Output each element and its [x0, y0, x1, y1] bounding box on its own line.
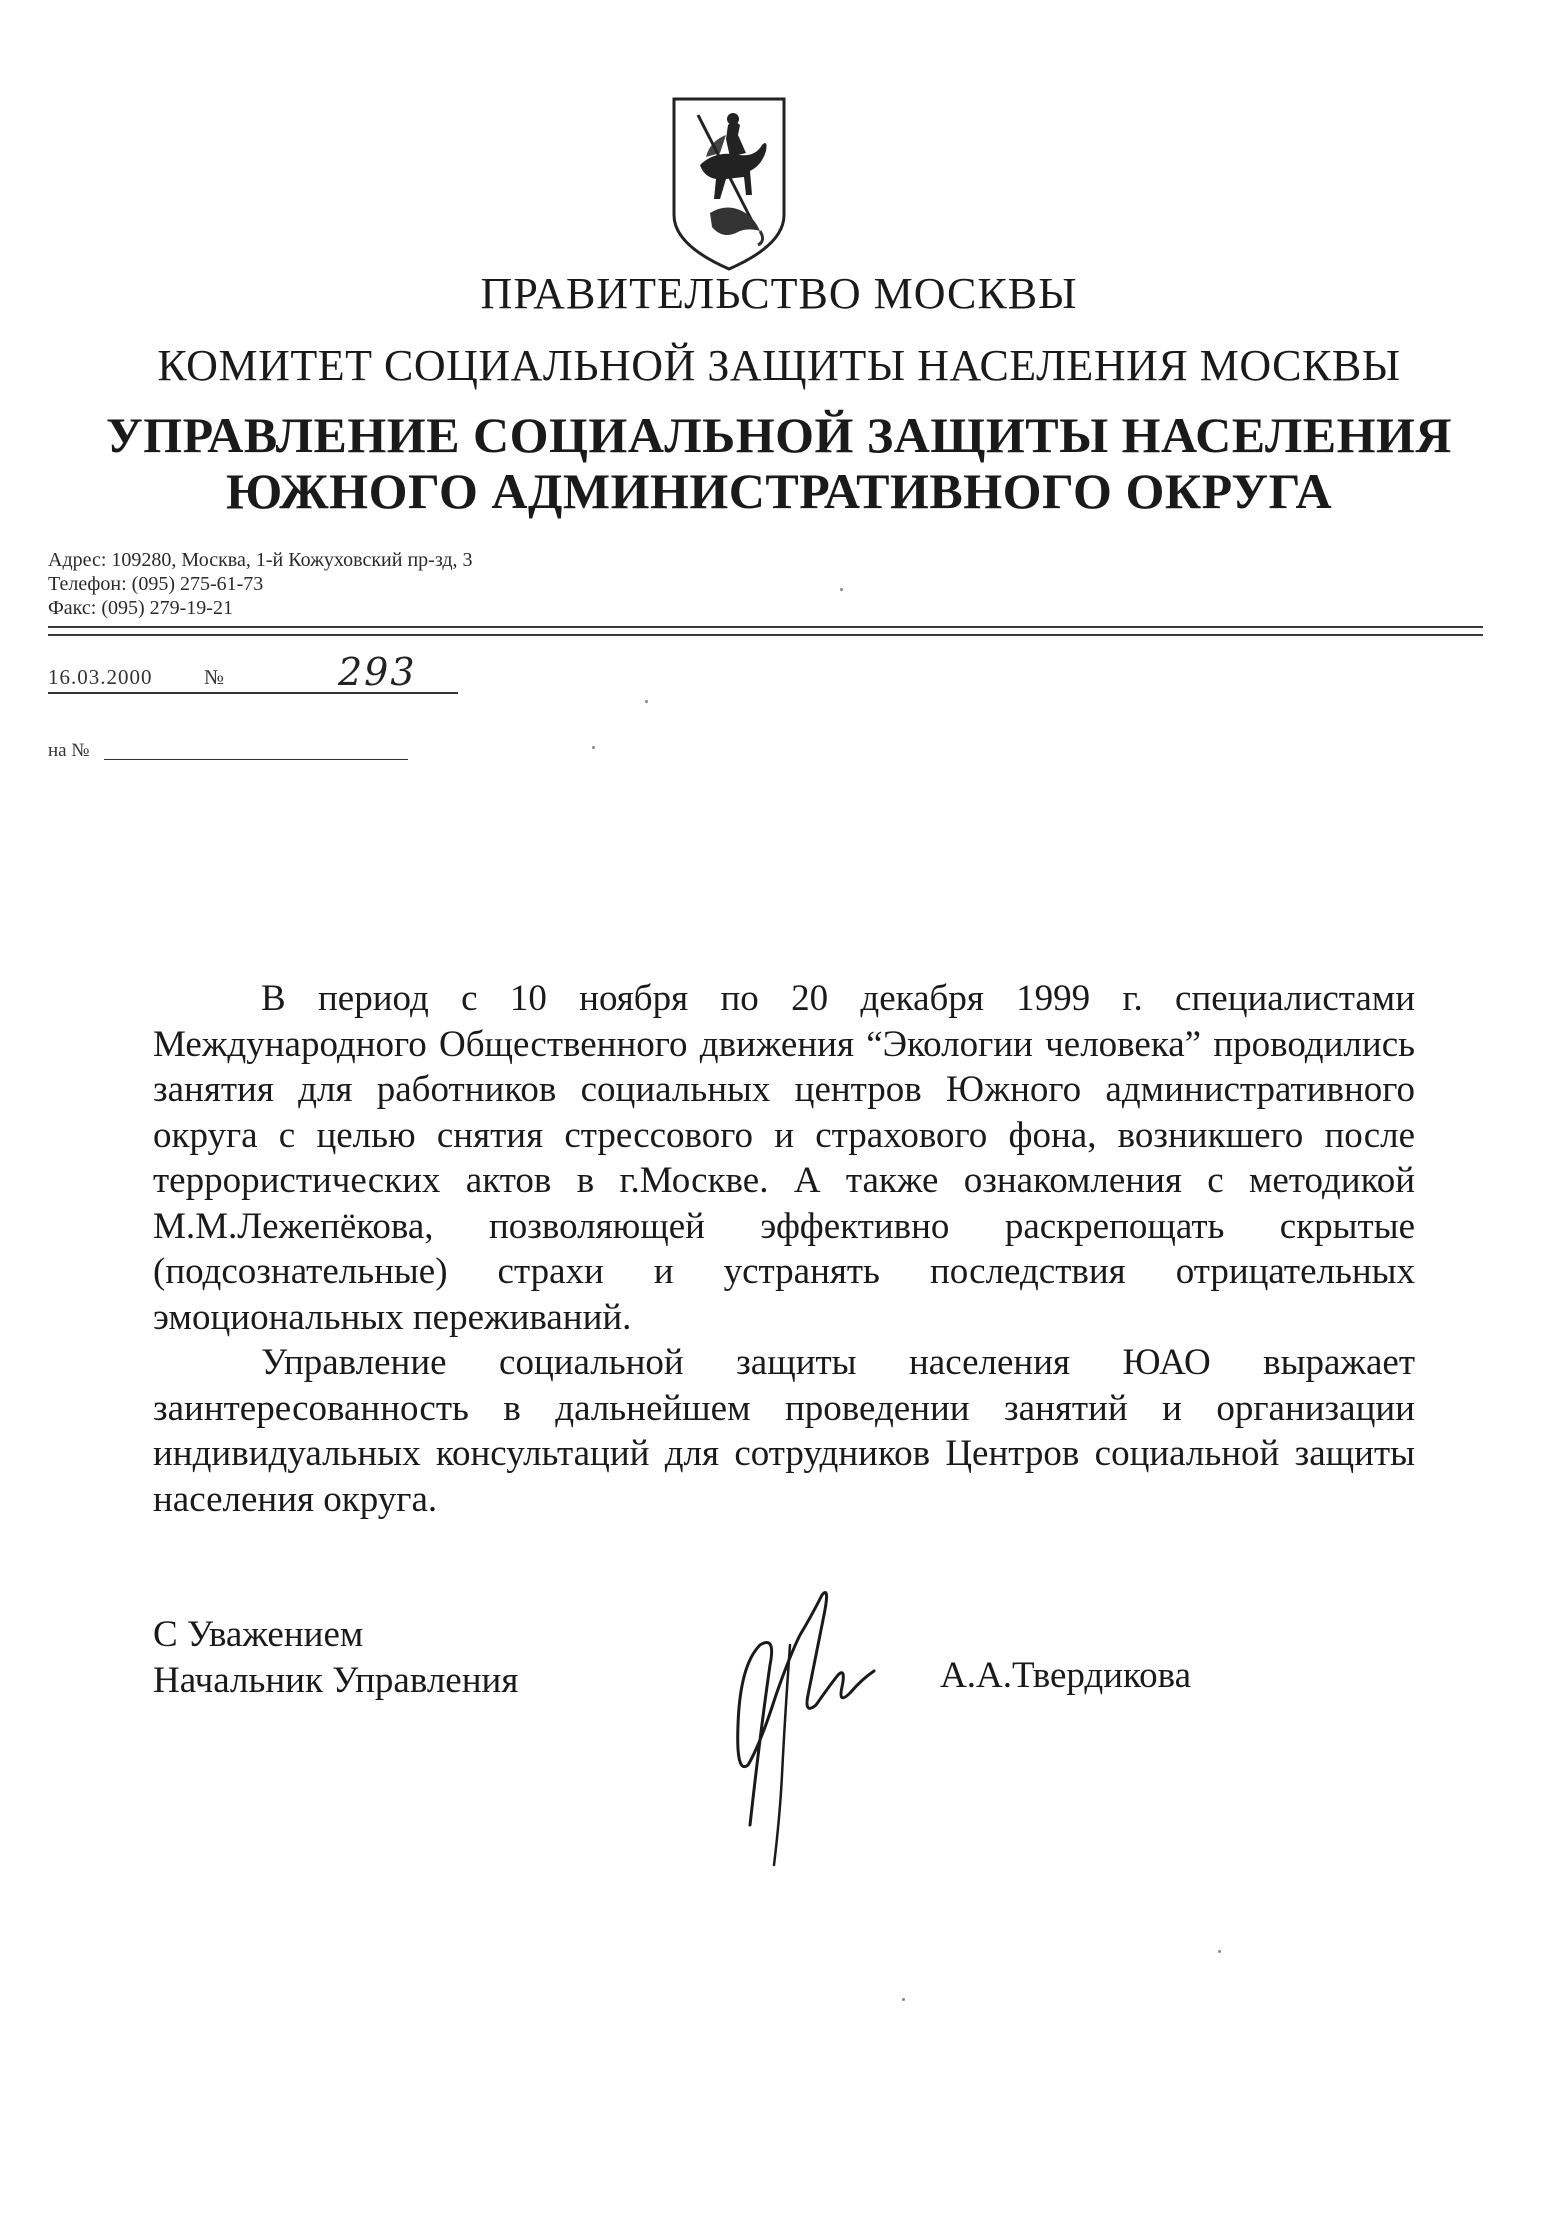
closing-salutation: С Уважением [153, 1614, 364, 1655]
body-paragraph-2: Управление социальной защиты населения ЮАО выражает заинтересованность в дальнейшем проведении занятий и организации индивидуальных консультаций для сотрудников Центров социальной защиты населения округа. [153, 1342, 1415, 1520]
header-divider-secondary [48, 634, 1483, 636]
signer-name: А.А.Твердикова [940, 1655, 1192, 1696]
reference-blank-line [104, 759, 408, 760]
fax: Факс: (095) 279-19-21 [48, 597, 233, 619]
department-title: УПРАВЛЕНИЕ СОЦИАЛЬНОЙ ЗАЩИТЫ НАСЕЛЕНИЯ [106, 407, 1452, 463]
number-sign: № [204, 665, 225, 689]
district-title: ЮЖНОГО АДМИНИСТРАТИВНОГО ОКРУГА [225, 463, 1333, 519]
moscow-coat-of-arms-icon [670, 95, 788, 273]
outgoing-date-number [48, 650, 458, 694]
committee-title: КОМИТЕТ СОЦИАЛЬНОЙ ЗАЩИТЫ НАСЕЛЕНИЯ МОСКВЫ [157, 341, 1401, 390]
scan-speck [645, 700, 648, 703]
registration-number: 293 [338, 650, 417, 694]
outgoing-date: 16.03.2000 [48, 665, 153, 689]
signature-icon [690, 1575, 910, 1875]
letter-body [153, 976, 1415, 1522]
scan-speck [1218, 1950, 1221, 1953]
scan-speck [592, 746, 595, 749]
reference-number-row [48, 736, 408, 762]
header-divider [48, 626, 1483, 628]
phone: Телефон: (095) 275-61-73 [48, 573, 264, 595]
scan-speck [840, 588, 843, 591]
closing-block [153, 1612, 518, 1704]
closing-position: Начальник Управления [153, 1660, 519, 1701]
reference-label: на № [48, 740, 90, 761]
address: Адрес: 109280, Москва, 1-й Кожуховский пр-зд, 3 [48, 549, 473, 571]
contact-block [48, 548, 473, 620]
scan-speck [902, 1998, 905, 2001]
body-paragraph-1: В период с 10 ноября по 20 декабря 1999 г. специалистами Международного Общественного движения “Экологии человека” проводились занятия для работников социальных центров Южного административного округа с целью снятия стрессового и страхового фона, возникшего после террористических актов в г.Москве. А также ознакомления с методикой М.М.Лежепёкова, позволяющей эффективно раскрепощать скрытые (подсознательные) страхи и устранять последствия отрицательных эмоциональных переживаний. [153, 978, 1415, 1338]
government-title: ПРАВИТЕЛЬСТВО МОСКВЫ [480, 269, 1078, 318]
